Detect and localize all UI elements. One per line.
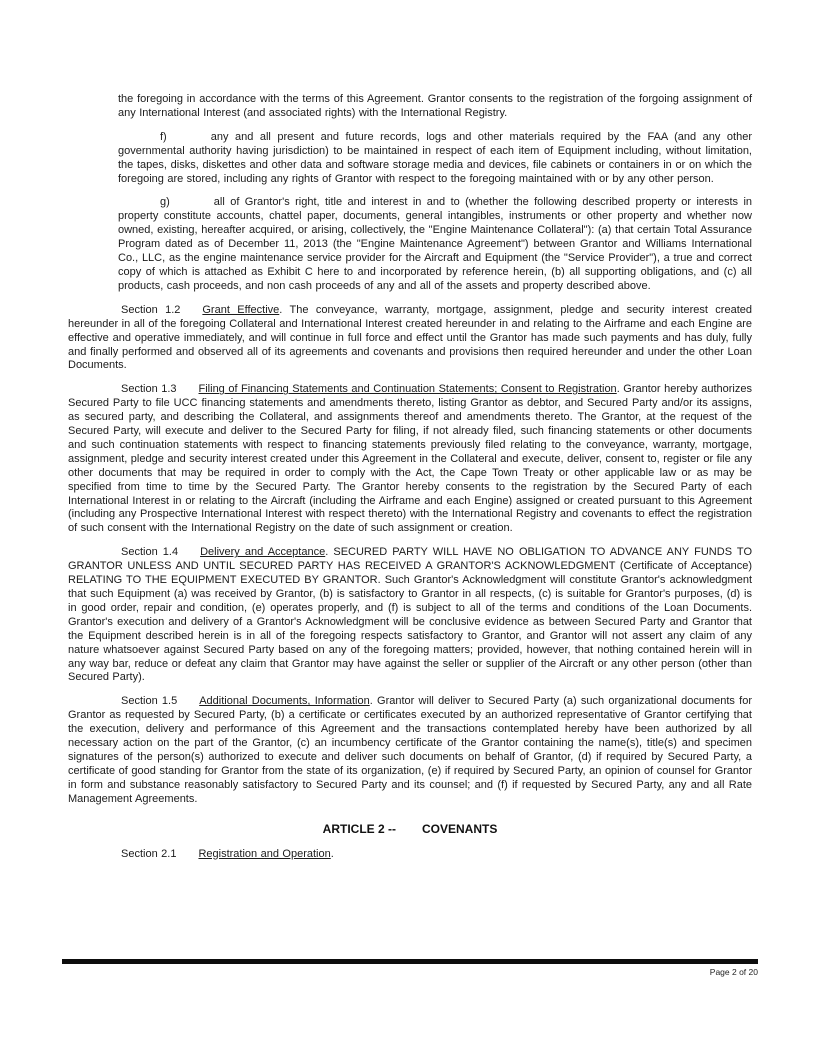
section-number: Section 1.4 [121,546,179,559]
section-paragraph [68,304,752,374]
section-body: . [330,847,334,860]
section-number: Section 2.1 [121,847,177,860]
section-heading: Filing of Financing Statements and Continuation Statements; Consent to Registration [198,383,617,396]
page-number-label: Page 2 of 20 [709,967,758,977]
section-2-1-paragraph [68,848,752,862]
lettered-clauses [68,131,752,294]
section-heading: Registration and Operation [198,847,331,860]
lettered-clause-paragraph [118,196,752,293]
continuation-paragraph: the foregoing in accordance with the terms of this Agreement. Grantor consents to the registration of the forgoing assignment of any International Interest (and associated rights) with the International Registry. [118,93,752,119]
section-body: . Grantor will deliver to Secured Party (a) such organizational documents for Grantor as requested by Secured Party, (b) a certificate or certificates executed by an authorized representative of Grantor certifying that the execution, delivery and performance of this Agreement and the transactions contemplated hereby have been authorized by all necessary action on the part of the Grantor, (c) an incumbency certificate of the Grantor containing the name(s), title(s) and specimen signatures of the person(s) authorized to execute and deliver such documents on behalf of Grantor, (d) if required by Secured Party, a certificate of good standing for Grantor from the state of its organization, (e) if required by Secured Party, an opinion of counsel for Grantor in form and substance reasonably satisfactory to Secured Party and its counsel; and (f) if requested by Secured Party, any and all Rate Management Agreements. [68,695,752,805]
section-heading: Grant Effective [202,303,280,316]
section-body: . Grantor hereby authorizes Secured Party to file UCC financing statements and amendments thereto, listing Grantor as debtor, and Secured Party and/or its assigns, as secured party, and describing the Collateral, and assignments thereof and amendments thereto. The Grantor, at the request of the Secured Party, will execute and deliver to the Secured Party for filing, if not already filed, such financing statements or other documents and such continuation statements with respect to financing statements previously filed relating to the conveyance, warranty, mortgage, assignment, pledge and security interest created under this Agreement in the Collateral and execute, deliver, consent to, register or file any other documents that may be required in order to comply with the Act, the Cape Town Treaty or other applicable law or as may be specified from time to time by the Secured Party. The Grantor hereby consents to the registration by the Secured Party of each International Interest in or relating to the Aircraft (including the Airframe and each Engine) assigned or created pursuant to this Agreement (including any Prospective International Interest with respect thereto) with the International Registry and covenants to effect the registration of such consent with the International Registry on the date of such assignment or creation. [68,383,752,535]
section-paragraph [68,383,752,536]
section-paragraph [68,546,752,685]
section-heading: Delivery and Acceptance [200,546,326,559]
section-number: Section 1.5 [121,695,178,708]
clause-text: all of Grantor's right, title and interest in and to (whether the following described property or interests in property constitute accounts, chattel paper, documents, general intangibles, instruments or other property and whether now owned, existing, hereafter acquired, or arising, collectively, the "Engine Maintenance Collateral"): (a) that certain Total Assurance Program dated as of December 11, 2013 (the "Engine Maintenance Agreement") between Grantor and Williams International Co., LLC, as the engine maintenance service provider for the Aircraft and Equipment (the "Service Provider"), a true and correct copy of which is attached as Exhibit C here to and incorporated by reference herein, (b) all supporting obligations, and (c) all products, cash proceeds, and non cash proceeds of any and all of the assets and property described above. [118,196,752,292]
section-number: Section 1.3 [121,383,177,396]
lettered-clause-paragraph [118,131,752,187]
clause-letter: f) [160,130,167,143]
article-title: COVENANTS [422,821,498,836]
section-body: . The conveyance, warranty, mortgage, assignment, pledge and security interest created hereunder in all of the foregoing Collateral and International Interest created hereunder in and relating to the Airframe and each Engine are effective and operative immediately, and will continue in full force and effect until the Grantor has made such payments and has duly, fully and finally performed and observed all of its agreements and covenants and provisions then required hereunder and under the other Loan Documents. [68,303,752,372]
sections [68,304,752,807]
article-heading [68,822,752,836]
section-number: Section 1.2 [121,303,181,316]
document-body [68,93,752,862]
article-number: ARTICLE 2 -- [322,821,396,836]
clause-letter: g) [160,196,170,209]
section-heading: Additional Documents, Information [199,695,370,708]
page-footer [62,959,758,977]
clause-text: any and all present and future records, logs and other materials required by the FAA (and any other governmental authority having jurisdiction) to be maintained in respect of each item of Equipment including, without limitation, the tapes, disks, diskettes and other data and software storage media and devices, file cabinets or containers in or on which the foregoing are stored, including any rights of Grantor with respect to the foregoing maintained with or by any other person. [118,130,752,185]
footer-rule [62,959,758,964]
section-body: . SECURED PARTY WILL HAVE NO OBLIGATION TO ADVANCE ANY FUNDS TO GRANTOR UNLESS AND UNTIL SECURED PARTY HAS RECEIVED A GRANTOR'S ACKNOWLEDGMENT (Certificate of Acceptance) RELATING TO THE EQUIPMENT EXECUTED BY GRANTOR. Such Grantor's Acknowledgment will constitute Grantor's acknowledgment that such Equipment (a) was received by Grantor, (b) is satisfactory to Grantor in all respects, (c) is suitable for Grantor's purposes, (d) is in good order, repair and condition, (e) operates properly, and (f) is subject to all of the terms and conditions of the Loan Documents. Grantor's execution and delivery of a Grantor's Acknowledgment will be conclusive evidence as between Secured Party and Grantor that the Equipment described herein is in all of the foregoing respects satisfactory to Grantor, and Grantor will not assert any claim of any nature whatsoever against Secured Party based on any of the foregoing matters; provided, however, that nothing contained herein will in any way bar, reduce or defeat any claim that Grantor may have against the seller or supplier of the Aircraft or any other person (other than Secured Party). [68,546,752,684]
section-paragraph [68,695,752,806]
